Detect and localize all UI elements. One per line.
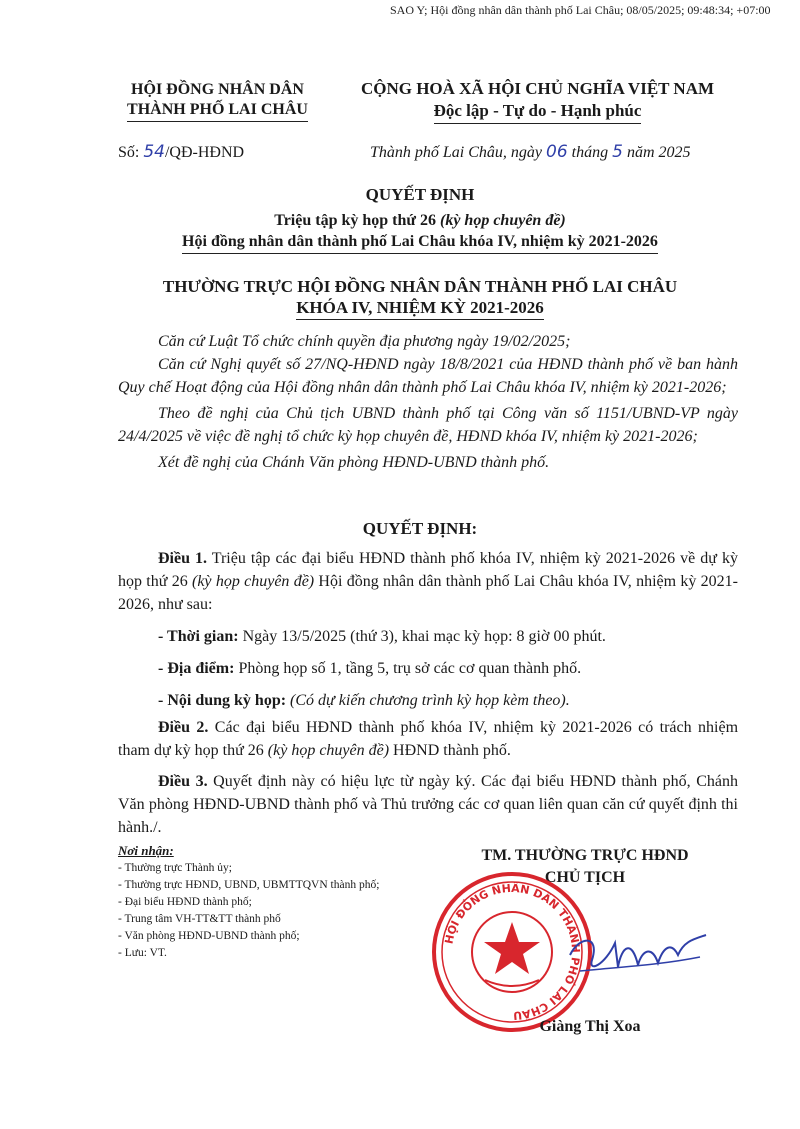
content-text: (Có dự kiến chương trình kỳ họp kèm theo).: [286, 692, 570, 709]
document-number: [118, 142, 244, 162]
article-2: [118, 716, 738, 762]
article-1-label: Điều 1.: [158, 550, 208, 567]
decision-heading: QUYẾT ĐỊNH:: [362, 519, 478, 538]
date-mid: tháng: [567, 144, 613, 161]
national-motto: [340, 78, 735, 124]
nation-line-1: CỘNG HOÀ XÃ HỘI CHỦ NGHĨA VIỆT NAM: [360, 79, 715, 98]
article-1-text-a: Triệu tập các đại biểu HĐND thành phố khóa IV, nhiệm kỳ 2021-2026 về dự kỳ họp thứ 26: [118, 550, 738, 590]
time-text: Ngày 13/5/2025 (thứ 3), khai mạc kỳ họp: 8 giờ 00 phút.: [238, 628, 606, 645]
recipients-list: [118, 860, 379, 962]
place-and-date: [370, 142, 691, 162]
doc-number-suffix: /QĐ-HĐND: [164, 144, 245, 161]
article-2-text-b: (kỳ họp chuyên đề): [267, 742, 390, 759]
org-line-1: HỘI ĐỒNG NHÂN DÂN: [131, 81, 304, 98]
issuing-organization: [110, 80, 325, 122]
document-title: QUYẾT ĐỊNH: [365, 185, 475, 204]
ground-item: Căn cứ Nghị quyết số 27/NQ-HĐND ngày 18/8/2021 của HĐND thành phố về ban hành Quy chế Hoạt động của Hội đồng nhân dân thành phố Lai Châu khóa IV, nhiệm kỳ 2021-2026;: [118, 356, 738, 396]
article-3-text: Quyết định này có hiệu lực từ ngày ký. Các đại biểu HĐND thành phố, Chánh Văn phòng HĐND-UBND thành phố và Thủ trưởng các cơ quan liên quan căn cứ quyết định thi hành./.: [118, 773, 738, 836]
article-2-label: Điều 2.: [158, 719, 209, 736]
org-line-2: THÀNH PHỐ LAI CHÂU: [127, 100, 308, 122]
subtitle-line-a: Triệu tập kỳ họp thứ 26: [274, 212, 440, 229]
article-3-label: Điều 3.: [158, 773, 208, 790]
signer-name: Giàng Thị Xoa: [539, 1018, 641, 1035]
article-1-text-c: Hội đồng nhân dân thành phố Lai Châu khóa IV, nhiệm kỳ 2021-2026, như sau:: [118, 573, 739, 613]
place-text: Phòng họp số 1, tầng 5, trụ sở các cơ quan thành phố.: [234, 660, 582, 677]
ground-item: Xét đề nghị của Chánh Văn phòng HĐND-UBND thành phố.: [158, 454, 550, 471]
content-label: - Nội dung kỳ họp:: [158, 692, 287, 709]
time-label: - Thời gian:: [158, 628, 239, 645]
ground-item: Theo đề nghị của Chủ tịch UBND thành phố tại Công văn số 1151/UBND-VP ngày 24/4/2025 về việc đề nghị tổ chức kỳ họp chuyên đề, HĐND khóa IV, nhiệm kỳ 2021-2026;: [118, 405, 738, 445]
document-subtitle: [100, 210, 740, 254]
nation-line-2: Độc lập - Tự do - Hạnh phúc: [434, 100, 642, 124]
article-3: [118, 770, 738, 839]
issuing-authority: [100, 276, 740, 320]
doc-number-handwritten: 54: [143, 142, 165, 162]
article-2-text-a: Các đại biểu HĐND thành phố khóa IV, nhiệm kỳ 2021-2026 có trách nhiệm tham dự kỳ họp thứ 26: [118, 719, 739, 759]
recipient-item: - Lưu: VT.: [118, 947, 167, 959]
date-before: Thành phố Lai Châu, ngày: [370, 144, 547, 161]
ground-item: Căn cứ Luật Tổ chức chính quyền địa phương ngày 19/02/2025;: [158, 333, 571, 350]
signature-title-line-1: TM. THƯỜNG TRỰC HĐND: [481, 847, 689, 864]
legal-grounds: [118, 330, 738, 474]
seal-star-icon: [484, 922, 540, 974]
copy-certification-note: SAO Y; Hội đồng nhân dân thành phố Lai Châu; 08/05/2025; 09:48:34; +07:00: [390, 3, 771, 17]
authority-line-1: THƯỜNG TRỰC HỘI ĐỒNG NHÂN DÂN THÀNH PHỐ LAI CHÂU: [162, 277, 678, 296]
signature-title-line-2: CHỦ TỊCH: [544, 869, 626, 886]
recipient-item: - Đại biểu HĐND thành phố;: [118, 896, 252, 908]
recipients-heading: Nơi nhận:: [118, 843, 174, 858]
date-month-handwritten: 5: [612, 142, 623, 162]
subtitle-line-b: (kỳ họp chuyên đề): [440, 212, 566, 229]
doc-number-prefix: Số:: [118, 144, 140, 161]
article-1-text-b: (kỳ họp chuyên đề): [192, 573, 315, 590]
handwritten-signature: [560, 905, 720, 995]
article-1: [118, 547, 738, 712]
date-day-handwritten: 06: [546, 142, 568, 162]
recipient-item: - Trung tâm VH-TT&TT thành phố: [118, 913, 281, 925]
authority-line-2: KHÓA IV, NHIỆM KỲ 2021-2026: [296, 297, 544, 320]
subtitle-line-3: Hội đồng nhân dân thành phố Lai Châu khóa IV, nhiệm kỳ 2021-2026: [182, 231, 658, 254]
article-2-text-c: HĐND thành phố.: [389, 742, 511, 759]
recipient-item: - Văn phòng HĐND-UBND thành phố;: [118, 930, 300, 942]
place-label: - Địa điểm:: [158, 660, 235, 677]
seal-text: HỘI ĐỒNG NHÂN DÂN THÀNH PHỐ LAI CHÂU: [442, 881, 583, 1023]
recipient-item: - Thường trực HĐND, UBND, UBMTTQVN thành phố;: [118, 879, 380, 891]
date-after: năm 2025: [622, 144, 691, 161]
recipient-item: - Thường trực Thành ủy;: [118, 862, 232, 874]
